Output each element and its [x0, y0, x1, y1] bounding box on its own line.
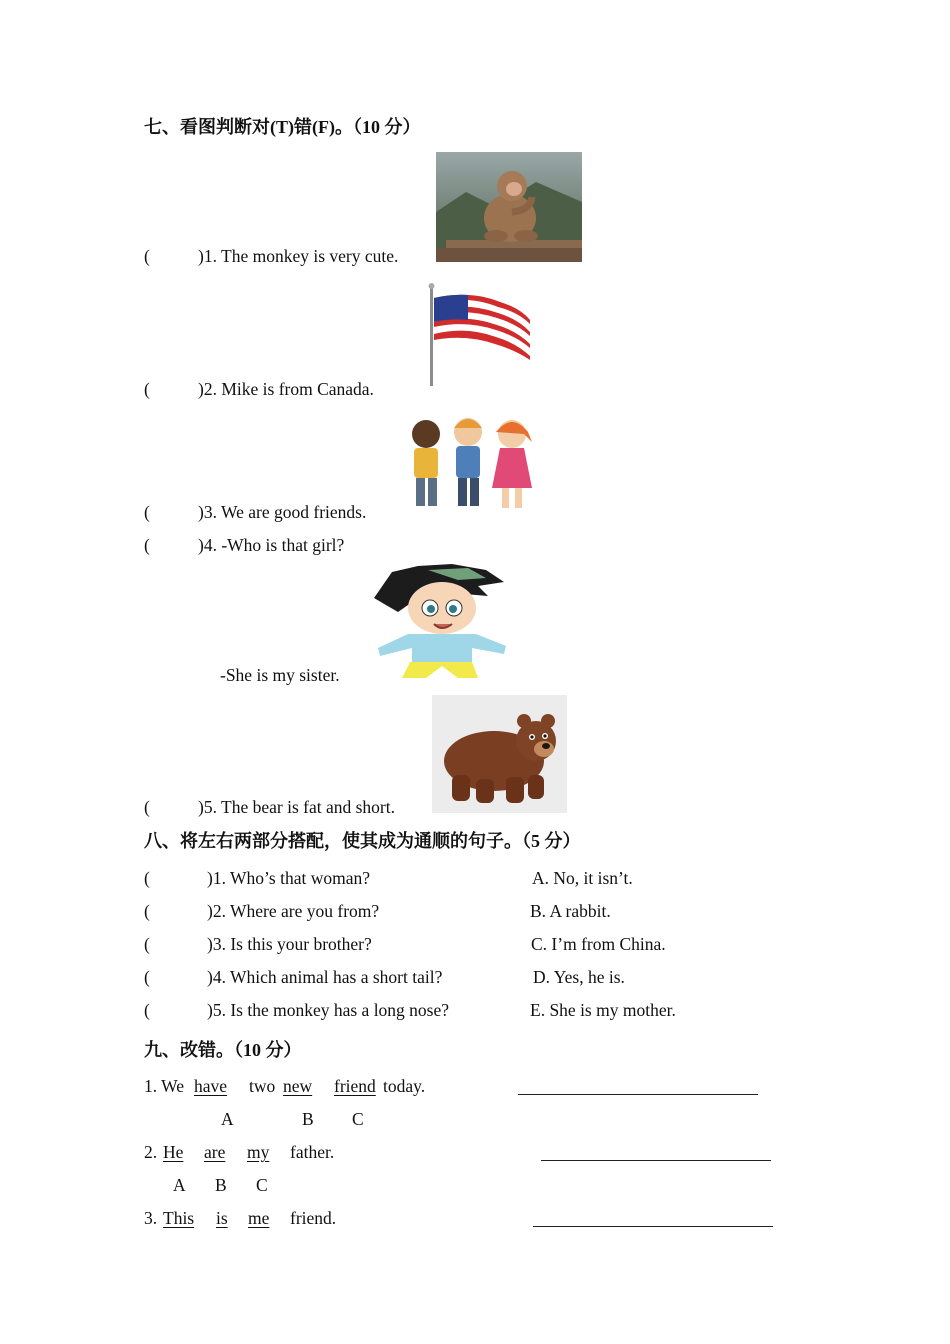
s3-word-c: me — [248, 1208, 270, 1228]
q8-4-paren: ( — [144, 967, 150, 987]
kids-image — [402, 408, 538, 518]
s1-word-a: have — [194, 1076, 228, 1096]
item7-2-text: )2. Mike is from Canada. — [198, 379, 374, 399]
item7-1-text: )1. The monkey is very cute. — [198, 246, 399, 266]
q8-1-text: )1. Who’s that woman? — [207, 868, 370, 888]
s1-word-mid: two — [249, 1076, 276, 1096]
s2-label-c: C — [256, 1175, 268, 1195]
q8-5-paren: ( — [144, 1000, 150, 1020]
s2-answer-line[interactable] — [541, 1160, 771, 1161]
q8-3-text: )3. Is this your brother? — [207, 934, 372, 954]
item7-4-text: )4. -Who is that girl? — [198, 535, 345, 555]
s1-label-a: A — [221, 1109, 234, 1129]
item7-3-paren: ( — [144, 502, 150, 522]
monkey-image — [436, 152, 582, 262]
q8-3-paren: ( — [144, 934, 150, 954]
section7-title: 七、看图判断对(T)错(F)。（10 分） — [144, 117, 421, 137]
item7-5-text: )5. The bear is fat and short. — [198, 797, 395, 817]
item7-3-text: )3. We are good friends. — [198, 502, 367, 522]
bear-image — [432, 695, 567, 813]
s1-word-b: new — [283, 1076, 313, 1096]
cartoon-boy-image — [368, 562, 510, 682]
flag-image — [410, 280, 542, 392]
q8-1-paren: ( — [144, 868, 150, 888]
item7-1-paren: ( — [144, 246, 150, 266]
a8-B: B. A rabbit. — [530, 901, 611, 921]
section9-title: 九、改错。（10 分） — [144, 1040, 302, 1060]
s1-word-end: today. — [383, 1076, 426, 1096]
a8-C: C. I’m from China. — [531, 934, 666, 954]
a8-E: E. She is my mother. — [530, 1000, 676, 1020]
s3-answer-line[interactable] — [533, 1226, 773, 1227]
item7-2-paren: ( — [144, 379, 150, 399]
s3-word-end: friend. — [290, 1208, 337, 1228]
s1-number: 1. We — [144, 1076, 185, 1096]
s3-word-b: is — [216, 1208, 228, 1228]
section8-title: 八、将左右两部分搭配，使其成为通顺的句子。（5 分） — [144, 831, 581, 851]
s2-number: 2. — [144, 1142, 158, 1162]
s2-word-end: father. — [290, 1142, 335, 1162]
q8-4-text: )4. Which animal has a short tail? — [207, 967, 443, 987]
a8-A: A. No, it isn’t. — [532, 868, 633, 888]
q8-5-text: )5. Is the monkey has a long nose? — [207, 1000, 450, 1020]
a8-D: D. Yes, he is. — [533, 967, 625, 987]
item7-5-paren: ( — [144, 797, 150, 817]
s2-word-c: my — [247, 1142, 270, 1162]
s3-number: 3. — [144, 1208, 158, 1228]
s1-answer-line[interactable] — [518, 1094, 758, 1095]
s1-word-c: friend — [334, 1076, 376, 1096]
q8-2-paren: ( — [144, 901, 150, 921]
item7-4-answer: -She is my sister. — [220, 665, 340, 685]
s2-word-a: He — [163, 1142, 184, 1162]
s2-word-b: are — [204, 1142, 226, 1162]
s1-label-b: B — [302, 1109, 314, 1129]
s3-word-a: This — [163, 1208, 195, 1228]
s2-label-b: B — [215, 1175, 227, 1195]
s2-label-a: A — [173, 1175, 186, 1195]
s1-label-c: C — [352, 1109, 364, 1129]
q8-2-text: )2. Where are you from? — [207, 901, 380, 921]
item7-4-paren: ( — [144, 535, 150, 555]
